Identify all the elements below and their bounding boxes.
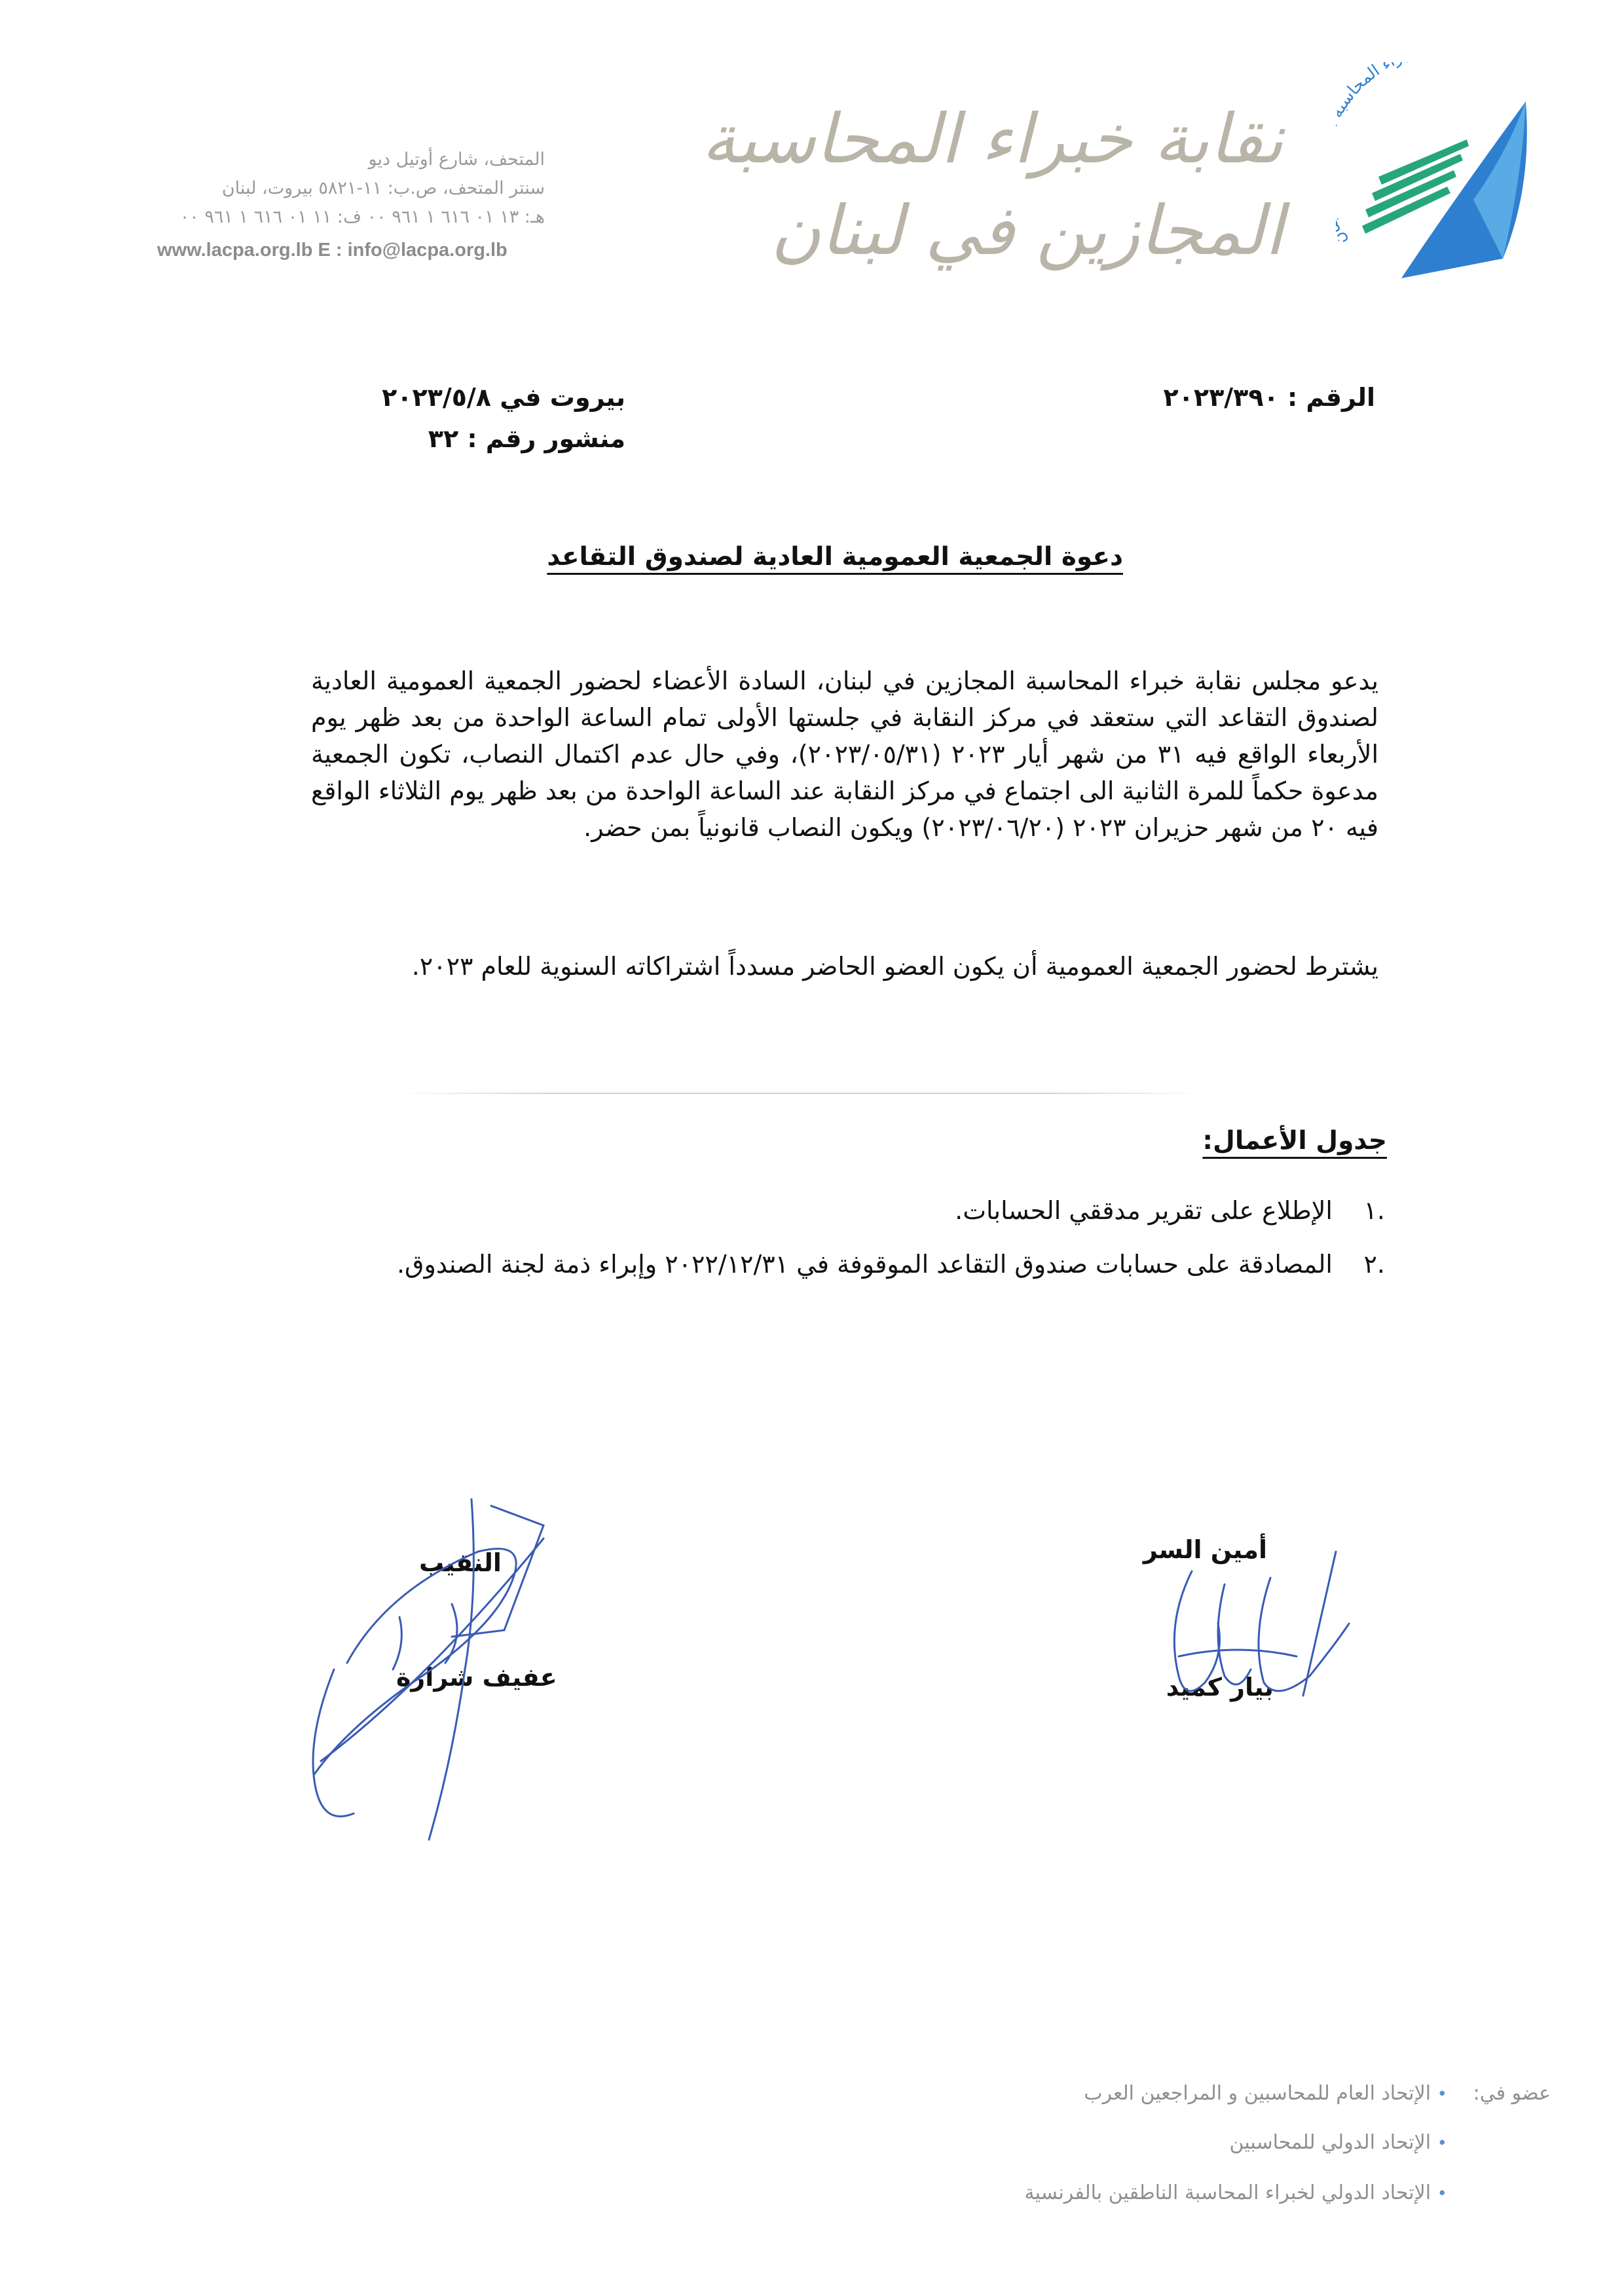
agenda-item xyxy=(311,1244,1385,1285)
address-line: المتحف، شارع أوتيل ديو xyxy=(368,149,545,170)
sail-logo-icon xyxy=(1336,62,1552,285)
membership-text: الإتحاد الدولي لخبراء المحاسبة الناطقين بالفرنسية xyxy=(1024,2181,1431,2204)
circular-number: منشور رقم : ٣٢ xyxy=(428,424,625,453)
bullet-icon: • xyxy=(1437,2134,1447,2153)
org-name-line1: نقابة خبراء المحاسبة xyxy=(701,99,1283,179)
logo xyxy=(1336,62,1552,285)
bullet-icon: • xyxy=(1437,2085,1447,2104)
agenda-item-number: .١ xyxy=(1363,1196,1385,1225)
president-title: النقيب xyxy=(419,1548,502,1577)
agenda-item-text: المصادقة على حسابات صندوق التقاعد الموقوفة في ٢٠٢٢/١٢/٣١ وإبراء ذمة لجنة الصندوق. xyxy=(396,1250,1333,1279)
phone-fax-line: هـ: ١٣ ٠١ ٦١٦ ١ ٩٦١ ٠٠ ف: ١١ ٠١ ٦١٦ ١ ٩٦١ ٠٠ xyxy=(179,207,545,227)
org-name-line2: المجازين في لبنان xyxy=(771,191,1283,270)
condition-paragraph: يشترط لحضور الجمعية العمومية أن يكون العضو الحاضر مسدداً اشتراكاته السنوية للعام ٢٠٢٣. xyxy=(411,952,1378,981)
agenda-heading: جدول الأعمال: xyxy=(1202,1126,1387,1156)
secretary-signature xyxy=(1139,1545,1375,1715)
membership-item xyxy=(1084,2082,1447,2105)
secretary-name: بيار كميد xyxy=(1166,1673,1274,1702)
secretary-title: أمين السر xyxy=(1143,1535,1267,1564)
reference-number: الرقم : ٢٠٢٣/٣٩٠ xyxy=(1163,383,1375,412)
logo-arc-text: ء المحاس xyxy=(1336,62,1394,109)
member-label-text: عضو في: xyxy=(1473,2082,1551,2105)
address-line: سنتر المتحف، ص.ب: ١١-٥٨٢١ بيروت، لبنان xyxy=(221,178,545,198)
membership-item xyxy=(1025,2181,1447,2204)
membership-item xyxy=(1230,2131,1447,2154)
divider xyxy=(396,1093,1205,1094)
bullet-icon: • xyxy=(1437,2184,1447,2204)
membership-text: الإتحاد العام للمحاسبين و المراجعين العرب xyxy=(1084,2082,1431,2105)
reference-date: بيروت في ٢٠٢٣/٥/٨ xyxy=(382,383,625,412)
member-of-label xyxy=(1473,2082,1551,2105)
invitation-paragraph: يدعو مجلس نقابة خبراء المحاسبة المجازين في لبنان، السادة الأعضاء لحضور الجمعية العمومية العادية لصندوق التقاعد التي ستعقد في مركز النقابة في جلستها الأولى تمام الساعة الواحدة من بعد ظهر يوم الأربعاء الواقع فيه ٣١ من شهر أيار ٢٠٢٣ (٢٠٢٣/٠٥/٣١)، وفي حال عدم اكتمال النصاب، تكون الجمعية مدعوة حكماً للمرة الثانية الى اجتماع في مركز النقابة عند الساعة الواحدة من بعد ظهر يوم الثلاثاء الواقع فيه ٢٠ من شهر حزيران ٢٠٢٣ (٢٠٢٣/٠٦/٢٠) ويكون النصاب قانونياً بمن حضر. xyxy=(311,666,1379,842)
agenda-item xyxy=(311,1190,1385,1231)
document-title: دعوة الجمعية العمومية العادية لصندوق التقاعد xyxy=(547,542,1123,572)
web-email-line: www.lacpa.org.lb E : info@lacpa.org.lb xyxy=(157,240,507,261)
president-signature xyxy=(295,1486,570,1853)
membership-text: الإتحاد الدولي للمحاسبين xyxy=(1229,2131,1431,2154)
agenda-item-text: الإطلاع على تقرير مدققي الحسابات. xyxy=(955,1196,1333,1225)
president-name: عفيف شرارة xyxy=(396,1663,557,1692)
agenda-item-number: .٢ xyxy=(1363,1250,1385,1279)
